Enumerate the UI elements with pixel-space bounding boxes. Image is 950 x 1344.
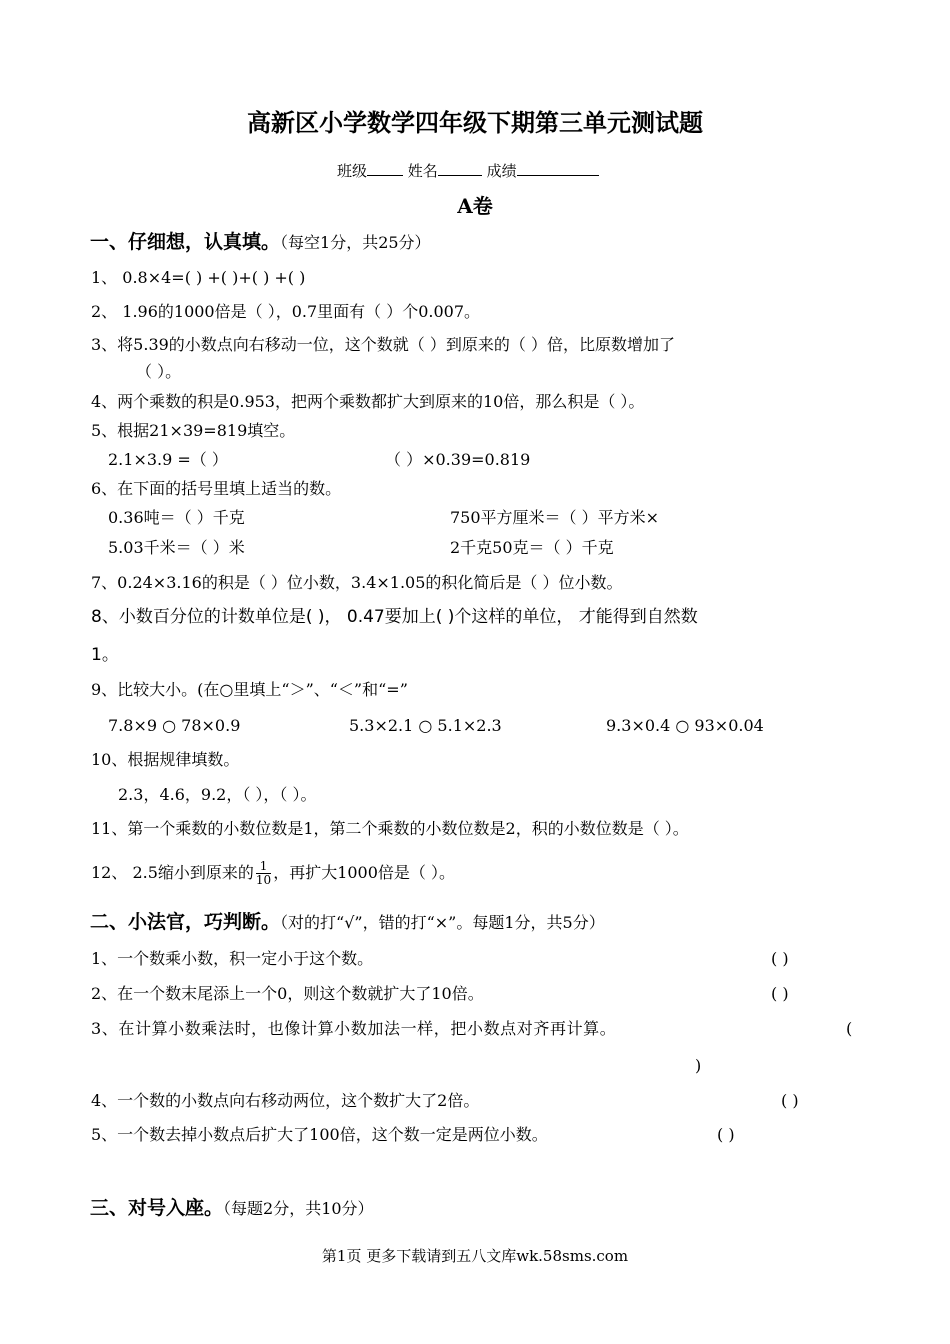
- section1-title: 一、仔细想，认真填。: [90, 231, 281, 253]
- question-1: 1、 0.8×4=( ) +( )+( ) +( ): [91, 268, 306, 287]
- question-11: 11、第一个乘数的小数位数是1，第二个乘数的小数位数是2，积的小数位数是（ ）。: [91, 819, 689, 838]
- question-5: 5、根据21×39=819填空。: [91, 421, 296, 440]
- question-6c: 5.03千米＝（ ）米: [108, 538, 245, 557]
- page-footer: 第1页 更多下载请到五八文库wk.58sms.com: [321, 1247, 629, 1265]
- question-6b: 750平方厘米＝（ ）平方米×: [450, 508, 660, 527]
- judge-item-1: 1、一个数乘小数，积一定小于这个数。: [91, 949, 374, 968]
- question-5a: 2.1×3.9 =（ ）: [108, 450, 228, 469]
- question-4: 4、两个乘数的积是0.953，把两个乘数都扩大到原来的10倍，那么积是（ ）。: [91, 392, 645, 411]
- section3-note: （每题2分，共10分）: [223, 1199, 374, 1218]
- question-6a: 0.36吨＝（ ）千克: [108, 508, 245, 527]
- judge-answer-5[interactable]: ( ): [717, 1125, 735, 1144]
- question-12-text: 12、 2.5缩小到原来的: [91, 863, 254, 882]
- score-blank[interactable]: [517, 161, 599, 176]
- question-3-cont: （ ）。: [136, 362, 182, 381]
- section2-heading: [90, 910, 605, 935]
- question-9a: 7.8×9 ○ 78×0.9: [108, 716, 241, 735]
- judge-answer-2[interactable]: ( ): [771, 984, 789, 1003]
- judge-answer-3-open[interactable]: (: [846, 1019, 853, 1038]
- question-12-tail: ，再扩大1000倍是（ ）。: [273, 863, 455, 882]
- section3-heading: [90, 1196, 374, 1221]
- page-title: 高新区小学数学四年级下期第三单元测试题: [247, 108, 703, 137]
- question-10: 10、根据规律填数。: [91, 750, 240, 769]
- student-info: [337, 161, 599, 181]
- class-blank[interactable]: [367, 161, 403, 176]
- question-9c: 9.3×0.4 ○ 93×0.04: [606, 716, 764, 735]
- question-6d: 2千克50克＝（ ）千克: [450, 538, 614, 557]
- section1-note: （每空1分，共25分）: [280, 233, 431, 252]
- question-8-cont: 1。: [91, 645, 119, 665]
- question-10a: 2.3，4.6，9.2，（ ），（ ）。: [118, 785, 317, 804]
- question-8: 8、小数百分位的计数单位是( )， 0.47要加上( )个这样的单位， 才能得到自然数: [91, 607, 698, 627]
- fraction-denominator: 10: [255, 873, 272, 887]
- judge-item-3: 3、在计算小数乘法时，也像计算小数加法一样，把小数点对齐再计算。: [91, 1019, 617, 1038]
- fraction-one-tenth: [256, 860, 271, 887]
- question-6: 6、在下面的括号里填上适当的数。: [91, 479, 342, 498]
- question-7: 7、0.24×3.16的积是（ ）位小数，3.4×1.05的积化简后是（ ）位小数。: [91, 573, 623, 592]
- question-12: [91, 858, 455, 888]
- question-5b: （ ）×0.39=0.819: [385, 450, 531, 469]
- judge-item-2: 2、在一个数末尾添上一个0，则这个数就扩大了10倍。: [91, 984, 484, 1003]
- judge-answer-1[interactable]: ( ): [771, 949, 789, 968]
- section3-title: 三、对号入座。: [90, 1197, 224, 1219]
- judge-answer-3-close[interactable]: ): [695, 1056, 702, 1075]
- score-label: 成绩: [486, 162, 517, 180]
- section1-heading: [90, 230, 431, 255]
- question-9: 9、比较大小。(在○里填上“＞”、“＜”和“=”: [91, 680, 408, 699]
- name-blank[interactable]: [438, 161, 482, 176]
- judge-item-5: 5、一个数去掉小数点后扩大了100倍，这个数一定是两位小数。: [91, 1125, 548, 1144]
- name-label: 姓名: [407, 162, 438, 180]
- section2-title: 二、小法官，巧判断。: [90, 911, 281, 933]
- judge-item-4: 4、一个数的小数点向右移动两位，这个数扩大了2倍。: [91, 1091, 480, 1110]
- question-3: 3、将5.39的小数点向右移动一位，这个数就（ ）到原来的（ ）倍，比原数增加了: [91, 335, 675, 354]
- section2-note: （对的打“√”，错的打“×”。每题1分，共5分）: [280, 913, 605, 932]
- question-9b: 5.3×2.1 ○ 5.1×2.3: [349, 716, 502, 735]
- judge-answer-4[interactable]: ( ): [781, 1091, 799, 1110]
- class-label: 班级: [337, 162, 368, 180]
- question-2: 2、 1.96的1000倍是（ ），0.7里面有（ ）个0.007。: [91, 302, 481, 321]
- fraction-numerator: 1: [256, 860, 271, 874]
- paper-label: A卷: [457, 194, 493, 218]
